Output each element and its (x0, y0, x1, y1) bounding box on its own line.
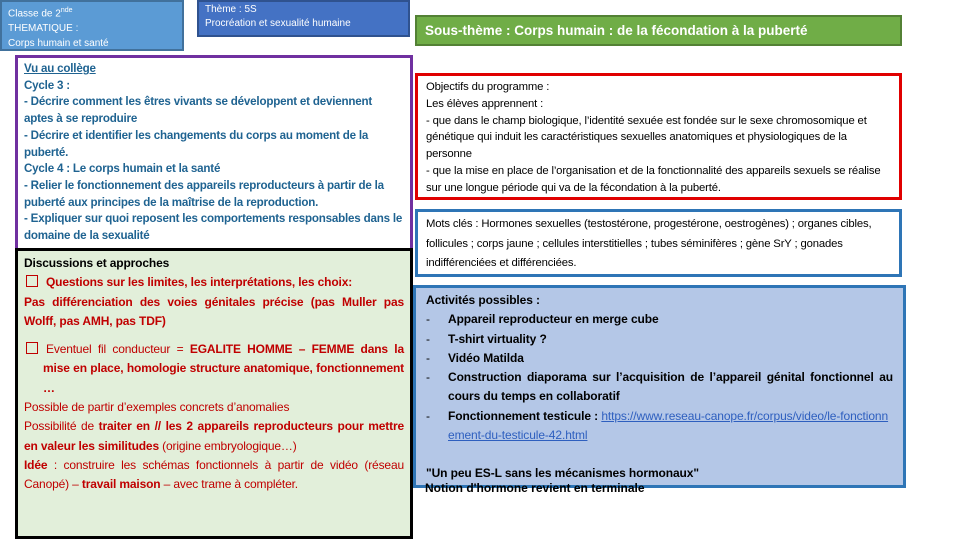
question-limits: Questions sur les limites, les interprétations, les choix: (46, 275, 353, 290)
idea-end: – avec trame à compléter. (160, 477, 298, 492)
theme-number: Thème : 5S (205, 4, 257, 15)
activity-text: Fonctionnement testicule : (448, 408, 602, 423)
activity-text: Appareil reproducteur en merge cube (448, 312, 659, 327)
theme-title: Procréation et sexualité humaine (205, 18, 351, 29)
discussion-title: Discussions et approches (24, 256, 170, 270)
college-line: - Décrire et identifier les changements du corps au moment de la puberté. (24, 128, 369, 159)
activities-quote: "Un peu ES-L sans les mécanismes hormonaux" (426, 466, 699, 481)
activity-item: - T-shirt virtuality ? (426, 330, 893, 349)
canope-video-link[interactable]: https://www.reseau-canope.fr/corpus/video/le-fonctionnement-du-testicule-42.html (448, 408, 889, 443)
theme-box (197, 0, 410, 37)
thematique-value: Corps humain et santé (8, 38, 109, 50)
objectives-line: - que la mise en place de l’organisation et de la fonctionnalité des appareils sexuels se réalise sur une longue période qui va de la fécondation à la puberté. (426, 164, 881, 194)
activity-item: - Vidéo Matilda (426, 349, 893, 368)
checkbox-icon (26, 342, 38, 354)
college-line: Cycle 3 : (24, 78, 70, 92)
discussion-box (15, 248, 413, 539)
college-box (15, 55, 413, 249)
parallel-note-a: Possibilité de (24, 419, 99, 434)
objectives-line: Les élèves apprennent : (426, 97, 544, 110)
keywords-box: Mots clés : Hormones sexuelles (testostérone, progestérone, oestrogènes) ; organes cibles, follicules ; corps jaune ; cellules interstitielles ; tubes séminifères ; gène SrY ; gonades indifférenciées et différenciées. (415, 209, 902, 277)
idea-homework: travail maison (81, 477, 161, 492)
guideline-main: EGALITE HOMME – FEMME dans la mise en place, homologie structure anatomique, fonctionnement … (43, 342, 404, 395)
activity-item: - Construction diaporama sur l’acquisition de l’appareil génital fonctionnel au cours du temps en collaboratif (426, 368, 893, 407)
activity-text: Vidéo Matilda (448, 350, 524, 365)
class-line: Classe de 2 (8, 8, 61, 20)
idea-text: : construire les schémas fonctionnels à partir de vidéo (réseau Canopé) – (24, 457, 404, 492)
college-title: Vu au collège (24, 62, 96, 75)
objectives-box (415, 73, 902, 200)
anomalies-note: Possible de partir d’exemples concrets d’anomalies (24, 400, 290, 415)
class-sup: nde (60, 7, 73, 14)
college-line: - Décrire comment les êtres vivants se développent et deviennent aptes à se reproduire (24, 95, 373, 126)
college-line: - Expliquer sur quoi reposent les comportements responsables dans le domaine de la sexualité (24, 212, 403, 243)
idea-label: Idée (24, 457, 48, 472)
activity-item: - Appareil reproducteur en merge cube (426, 310, 893, 329)
guideline-intro: Eventuel fil conducteur = (46, 342, 190, 357)
activity-text: T-shirt virtuality ? (448, 331, 547, 346)
thematique-label: THEMATIQUE : (8, 23, 79, 35)
activities-title: Activités possibles : (426, 293, 540, 307)
checkbox-icon (26, 275, 38, 287)
parallel-note-b: traiter en // les 2 appareils reproducteurs pour mettre en valeur les similitudes (24, 419, 404, 453)
parallel-note-c: (origine embryologique…) (158, 438, 297, 453)
objectives-line: - que dans le champ biologique, l’identité sexuée est fondée sur le sexe chromosomique et génétique qui induit les caractéristiques sexuelles anatomiques et physiologiques de la personne (426, 114, 867, 161)
question-detail: Pas différenciation des voies génitales précise (pas Muller pas Wolff, pas AMH, pas TDF) (24, 294, 404, 328)
activity-item: - Fonctionnement testicule : https://www.reseau-canope.fr/corpus/video/le-fonctionnement-du-testicule-42.html (426, 408, 889, 443)
activities-box (413, 285, 906, 488)
hormone-note: Notion d'hormone revient en terminale (425, 481, 645, 495)
college-line: Cycle 4 : Le corps humain et la santé (24, 162, 221, 176)
class-label-box (0, 0, 184, 51)
college-line: - Relier le fonctionnement des appareils reproducteurs à partir de la puberté aux principes de la maîtrise de la reproduction. (24, 178, 384, 209)
activity-text: Construction diaporama sur l’acquisition de l’appareil génital fonctionnel au cours du temps en collaboratif (448, 370, 893, 404)
objectives-line: Objectifs du programme : (426, 81, 550, 93)
sub-theme-title: Sous-thème : Corps humain : de la fécondation à la puberté (415, 15, 902, 46)
